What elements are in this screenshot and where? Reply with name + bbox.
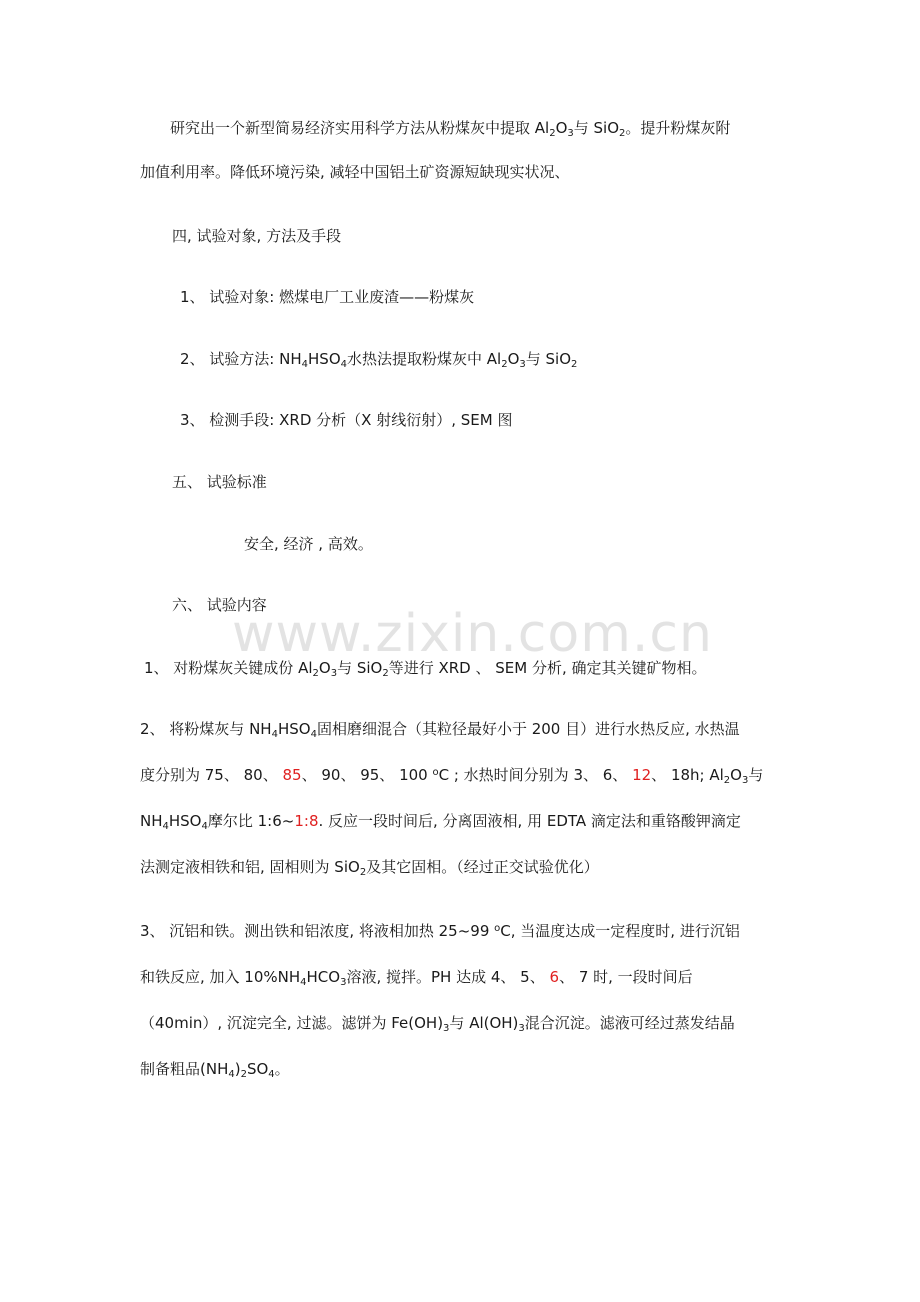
section4-item-2: 2、 试验方法: $NH_4HSO_4$水热法提取粉煤灰中 $Al_2O_3$与 SiO$_2$ [180, 350, 578, 370]
section4-item-3: 3、 检测手段: XRD 分析（X 射线衍射）, SEM 图 [180, 411, 513, 429]
highlight-ph: 6 [549, 968, 560, 986]
section4-item-1: 1、 试验对象: 燃煤电厂工业废渣——粉煤灰 [180, 288, 475, 306]
section6-para-2-line-2: 度分别为 75、 80、 85、 90、 95、 100 $^o$C ; 水热时间分别为 3、 6、 12、 18h; $Al_2O_3$与 [140, 766, 764, 786]
section6-para-3-line-2: 和铁反应, 加入 $10\%NH_4HCO_3$溶液, 搅拌。PH 达成 4、 5、 6、 7 时, 一段时间后 [140, 968, 693, 988]
intro-line-1: 研究出一个新型简易经济实用科学方法从粉煤灰中提取 $Al_2O_3$与 SiO$_2$。提升粉煤灰附 [170, 119, 731, 139]
section4-heading: 四, 试验对象, 方法及手段 [172, 227, 342, 245]
intro-line-2: 加值利用率。降低环境污染, 减轻中国铝土矿资源短缺现实状况、 [140, 163, 570, 181]
section6-para-1: 1、 对粉煤灰关键成份 $Al_2O_3$与 SiO$_2$等进行 XRD 、 SEM 分析, 确定其关键矿物相。 [144, 659, 707, 679]
section6-heading: 六、 试验内容 [172, 596, 267, 614]
section6-para-3-line-4: 制备粗品$(NH_4)_2SO_4$。 [140, 1060, 290, 1080]
section5-body: 安全, 经济 , 高效。 [244, 535, 373, 553]
section5-heading: 五、 试验标准 [172, 473, 267, 491]
highlight-temp: 85 [282, 766, 302, 784]
highlight-ratio: 1:8 [294, 812, 319, 830]
section6-para-2-line-1: 2、 将粉煤灰与 $NH_4HSO_4$固相磨细混合（其粒径最好小于 200 目）进行水热反应, 水热温 [140, 720, 740, 740]
watermark: www.zixin.com.cn [232, 604, 713, 664]
section6-para-2-line-4: 法测定液相铁和铝, 固相则为 SiO$_2$及其它固相。（经过正交试验优化） [140, 858, 599, 878]
highlight-time: 12 [632, 766, 652, 784]
section6-para-2-line-3: $NH_4HSO_4$摩尔比 1:6~1:8. 反应一段时间后, 分离固液相, 用 EDTA 滴定法和重铬酸钾滴定 [140, 812, 741, 832]
section6-para-3-line-1: 3、 沉铝和铁。测出铁和铝浓度, 将液相加热 25~99 $^o$C, 当温度达成一定程度时, 进行沉铝 [140, 922, 740, 940]
section6-para-3-line-3: （40min）, 沉淀完全, 过滤。滤饼为 $Fe(OH)_3$与 $Al(OH)_3$混合沉淀。滤液可经过蒸发结晶 [140, 1014, 735, 1034]
